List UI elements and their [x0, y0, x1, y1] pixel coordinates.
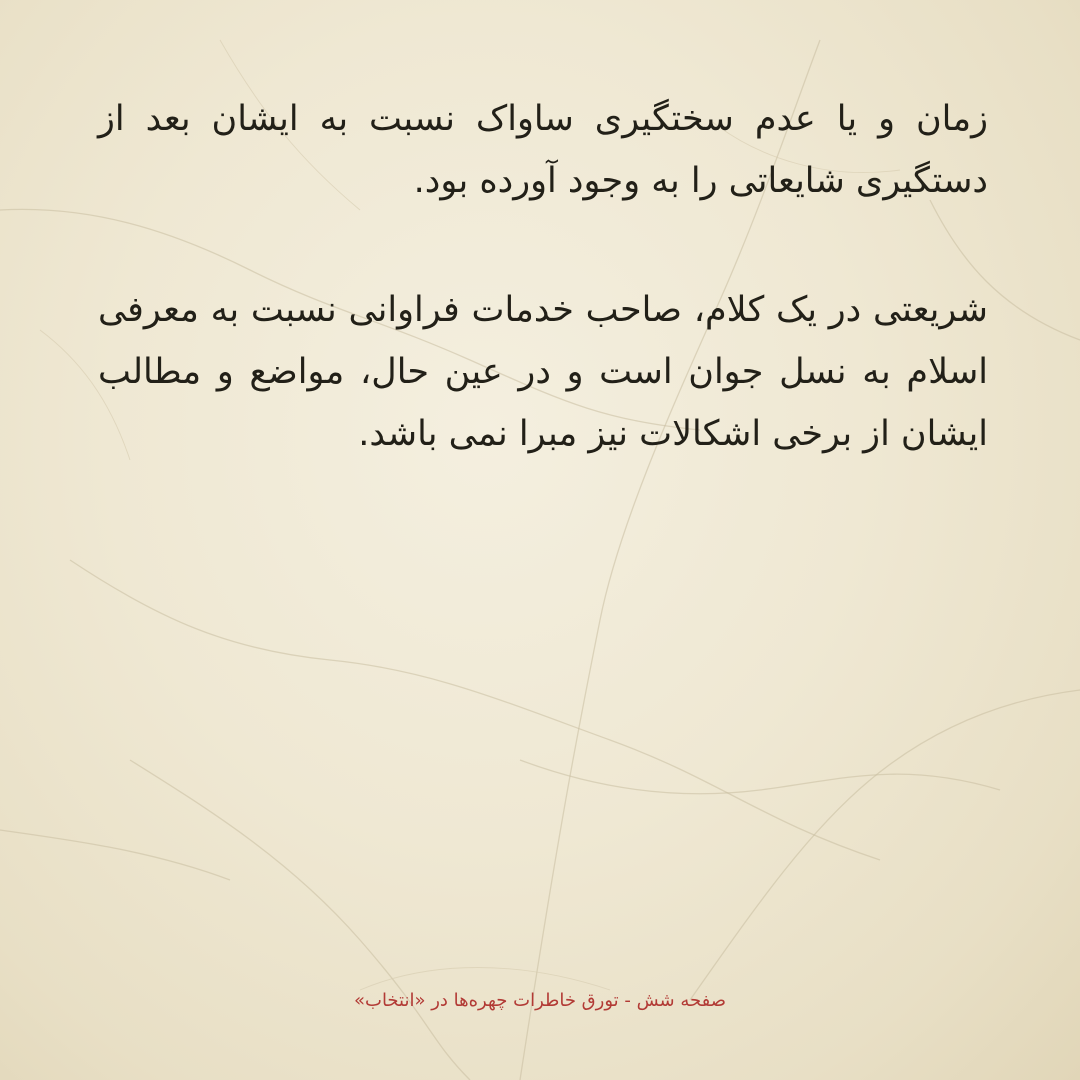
- article-paragraph-2: شریعتی در یک کلام، صاحب خدمات فراوانی نسبت به معرفی اسلام به نسل جوان است و در عین حال، مواضع و مطالب ایشان از برخی اشکالات نیز مبرا نمی باشد.: [98, 290, 988, 454]
- crack-line: [70, 560, 880, 860]
- crack-line: [520, 760, 1000, 794]
- article-paragraph-1: زمان و یا عدم سختگیری ساواک نسبت به ایشان بعد از دستگیری شایعاتی را به وجود آورده بود.: [98, 99, 988, 201]
- crack-line: [0, 830, 230, 880]
- crack-line: [690, 690, 1080, 1000]
- crack-line: [130, 760, 470, 1080]
- footer-caption: صفحه شش - تورق خاطرات چهره‌ها در «انتخاب»: [353, 990, 726, 1011]
